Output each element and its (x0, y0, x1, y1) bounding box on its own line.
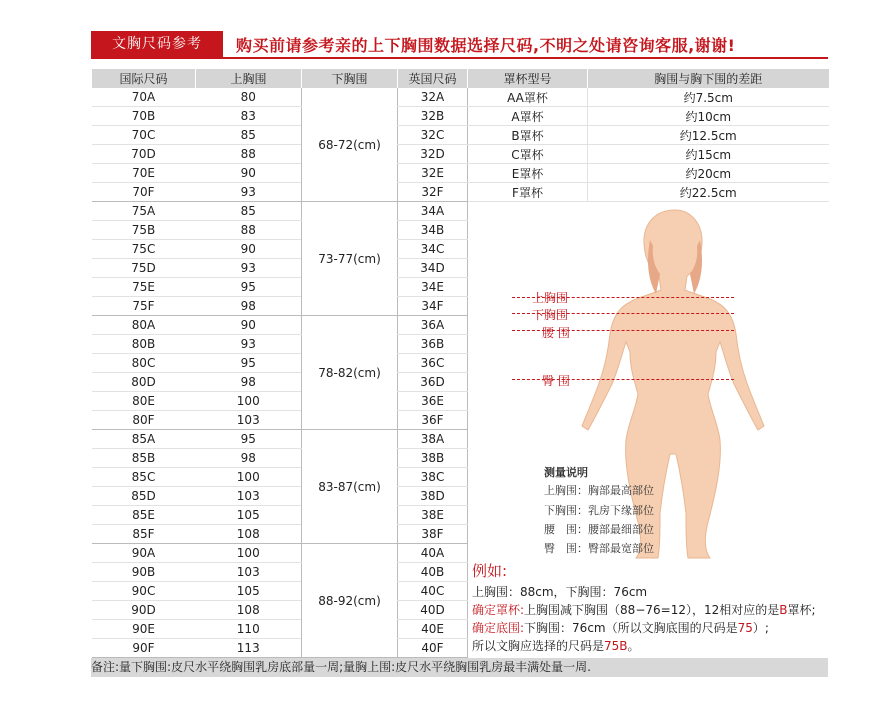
uk-size-cell: 38F (398, 525, 468, 544)
cup-step-tail: 罩杯; (787, 603, 816, 617)
conclusion-text: 所以文胸应选择的尺码是 (472, 639, 605, 653)
upper-bust-cell: 108 (196, 525, 302, 544)
uk-size-cell: 36C (398, 354, 468, 373)
col-header-intl: 国际尺码 (92, 69, 196, 88)
col-header-uk: 英国尺码 (398, 69, 468, 88)
intl-size-cell: 85A (92, 430, 196, 449)
cup-type-cell: C罩杯 (468, 145, 588, 164)
table-header-row (92, 69, 829, 88)
label-hip: 臀 围 (542, 374, 570, 388)
col-header-under: 下胸围 (302, 69, 398, 88)
upper-bust-cell: 95 (196, 430, 302, 449)
uk-size-cell: 40F (398, 639, 468, 658)
uk-size-cell: 34C (398, 240, 468, 259)
bust-difference-cell: 约10cm (588, 107, 829, 126)
header-divider (91, 57, 828, 59)
uk-size-cell: 32F (398, 183, 468, 202)
intl-size-cell: 75D (92, 259, 196, 278)
upper-bust-cell: 85 (196, 202, 302, 221)
table-row (92, 582, 829, 601)
upper-bust-cell: 88 (196, 145, 302, 164)
uk-size-cell: 40C (398, 582, 468, 601)
intl-size-cell: 90C (92, 582, 196, 601)
intl-size-cell: 70A (92, 88, 196, 107)
uk-size-cell: 38B (398, 449, 468, 468)
upper-bust-cell: 88 (196, 221, 302, 240)
cup-type-cell: E罩杯 (468, 164, 588, 183)
under-bust-cell: 68-72(cm) (302, 88, 398, 202)
upper-bust-cell: 110 (196, 620, 302, 639)
under-bust-cell: 78-82(cm) (302, 316, 398, 430)
uk-size-cell: 36A (398, 316, 468, 335)
col-header-cup: 罩杯型号 (468, 69, 588, 88)
intl-size-cell: 85E (92, 506, 196, 525)
table-row (92, 145, 829, 164)
uk-size-cell: 38A (398, 430, 468, 449)
uk-size-cell: 40E (398, 620, 468, 639)
uk-size-cell: 32C (398, 126, 468, 145)
label-upper-bust: 上胸围 (532, 291, 569, 305)
upper-bust-cell: 98 (196, 297, 302, 316)
label-waist: 腰 围 (542, 326, 570, 340)
uk-size-cell: 34D (398, 259, 468, 278)
intl-size-cell: 80F (92, 411, 196, 430)
table-row (92, 183, 829, 202)
intl-size-cell: 70E (92, 164, 196, 183)
upper-bust-cell: 105 (196, 506, 302, 525)
final-size: 75B (604, 639, 628, 653)
uk-size-cell: 34B (398, 221, 468, 240)
intl-size-cell: 90A (92, 544, 196, 563)
intl-size-cell: 75F (92, 297, 196, 316)
purchase-notice: 购买前请参考亲的上下胸围数据选择尺码,不明之处请咨询客服,谢谢! (236, 36, 736, 55)
upper-bust-cell: 90 (196, 240, 302, 259)
upper-bust-cell: 103 (196, 411, 302, 430)
upper-bust-cell: 100 (196, 468, 302, 487)
intl-size-cell: 90B (92, 563, 196, 582)
example-line-3 (472, 619, 769, 636)
intl-size-cell: 75E (92, 278, 196, 297)
bust-difference-cell: 约20cm (588, 164, 829, 183)
uk-size-cell: 38C (398, 468, 468, 487)
uk-size-cell: 32E (398, 164, 468, 183)
upper-bust-cell: 85 (196, 126, 302, 145)
intl-size-cell: 70B (92, 107, 196, 126)
label-under-bust: 下胸围 (532, 308, 569, 322)
example-title: 例如: (472, 562, 508, 580)
upper-bust-cell: 95 (196, 354, 302, 373)
uk-size-cell: 38D (398, 487, 468, 506)
uk-size-cell: 32A (398, 88, 468, 107)
example-line-2 (472, 601, 816, 618)
band-step-label: 确定底围: (472, 621, 525, 635)
intl-size-cell: 75A (92, 202, 196, 221)
intl-size-cell: 80B (92, 335, 196, 354)
example-line-1 (472, 583, 647, 600)
bust-difference-cell: 约15cm (588, 145, 829, 164)
intl-size-cell: 80D (92, 373, 196, 392)
intl-size-cell: 85D (92, 487, 196, 506)
note-line: 上胸围：胸部最高部位 (544, 484, 654, 497)
cup-result: B (779, 603, 788, 617)
upper-bust-cell: 95 (196, 278, 302, 297)
band-step-text: 下胸围：76cm（所以文胸底围的尺码是 (524, 621, 738, 635)
table-row (92, 88, 829, 107)
upper-bust-cell: 103 (196, 563, 302, 582)
cup-type-cell: AA罩杯 (468, 88, 588, 107)
note-line: 腰 围：腰部最细部位 (544, 523, 654, 536)
upper-bust-cell: 90 (196, 164, 302, 183)
upper-bust-cell: 93 (196, 259, 302, 278)
uk-size-cell: 36E (398, 392, 468, 411)
col-header-diff: 胸围与胸下围的差距 (588, 69, 829, 88)
upper-bust-cell: 113 (196, 639, 302, 658)
table-row (92, 126, 829, 145)
intl-size-cell: 70C (92, 126, 196, 145)
upper-bust-cell: 103 (196, 487, 302, 506)
col-header-upper: 上胸围 (196, 69, 302, 88)
intl-size-cell: 90E (92, 620, 196, 639)
intl-size-cell: 80E (92, 392, 196, 411)
uk-size-cell: 40D (398, 601, 468, 620)
bust-difference-cell: 约7.5cm (588, 88, 829, 107)
under-bust-cell: 73-77(cm) (302, 202, 398, 316)
upper-bust-cell: 108 (196, 601, 302, 620)
table-row (92, 164, 829, 183)
upper-bust-cell: 100 (196, 544, 302, 563)
bust-difference-cell: 约22.5cm (588, 183, 829, 202)
upper-bust-cell: 83 (196, 107, 302, 126)
upper-bust-cell: 98 (196, 449, 302, 468)
upper-bust-cell: 93 (196, 335, 302, 354)
uk-size-cell: 36B (398, 335, 468, 354)
table-row (92, 107, 829, 126)
footer-note: 备注:量下胸围:皮尺水平绕胸围乳房底部量一周;量胸上围:皮尺水平绕胸围乳房最丰满处量一周. (91, 658, 828, 677)
uk-size-cell: 32D (398, 145, 468, 164)
upper-bust-cell: 100 (196, 392, 302, 411)
upper-bust-cell: 93 (196, 183, 302, 202)
upper-bust-cell: 98 (196, 373, 302, 392)
upper-bust-cell: 80 (196, 88, 302, 107)
intl-size-cell: 90F (92, 639, 196, 658)
bust-difference-cell: 约12.5cm (588, 126, 829, 145)
intl-size-cell: 75B (92, 221, 196, 240)
measurement-notes-title: 测量说明 (544, 466, 588, 479)
cup-step-label: 确定罩杯: (472, 603, 525, 617)
band-step-tail: ）; (752, 621, 769, 635)
uk-size-cell: 40B (398, 563, 468, 582)
example-line-4 (472, 637, 640, 654)
intl-size-cell: 85B (92, 449, 196, 468)
note-line: 下胸围：乳房下缘部位 (544, 504, 654, 517)
intl-size-cell: 70F (92, 183, 196, 202)
intl-size-cell: 90D (92, 601, 196, 620)
uk-size-cell: 34A (398, 202, 468, 221)
uk-size-cell: 32B (398, 107, 468, 126)
intl-size-cell: 85C (92, 468, 196, 487)
uk-size-cell: 34F (398, 297, 468, 316)
note-line: 臀 围：臀部最宽部位 (544, 542, 654, 555)
uk-size-cell: 34E (398, 278, 468, 297)
cup-type-cell: F罩杯 (468, 183, 588, 202)
table-row (92, 639, 829, 658)
figure-area (468, 563, 829, 582)
cup-type-cell: B罩杯 (468, 126, 588, 145)
uk-size-cell: 36F (398, 411, 468, 430)
cup-type-cell: A罩杯 (468, 107, 588, 126)
cup-step-text: 上胸围减下胸围（88−76=12），12相对应的是 (524, 603, 780, 617)
band-result: 75 (737, 621, 753, 635)
intl-size-cell: 80C (92, 354, 196, 373)
intl-size-cell: 85F (92, 525, 196, 544)
table-row (92, 563, 829, 582)
uk-size-cell: 40A (398, 544, 468, 563)
conclusion-tail: 。 (627, 639, 640, 653)
size-chart-tab: 文胸尺码参考 (91, 31, 223, 57)
upper-bust-cell: 90 (196, 316, 302, 335)
intl-size-cell: 75C (92, 240, 196, 259)
intl-size-cell: 80A (92, 316, 196, 335)
upper-bust-cell: 105 (196, 582, 302, 601)
under-bust-cell: 88-92(cm) (302, 544, 398, 658)
uk-size-cell: 38E (398, 506, 468, 525)
example-measurements: 上胸围：88cm，下胸围：76cm (472, 585, 648, 599)
uk-size-cell: 36D (398, 373, 468, 392)
under-bust-cell: 83-87(cm) (302, 430, 398, 544)
intl-size-cell: 70D (92, 145, 196, 164)
